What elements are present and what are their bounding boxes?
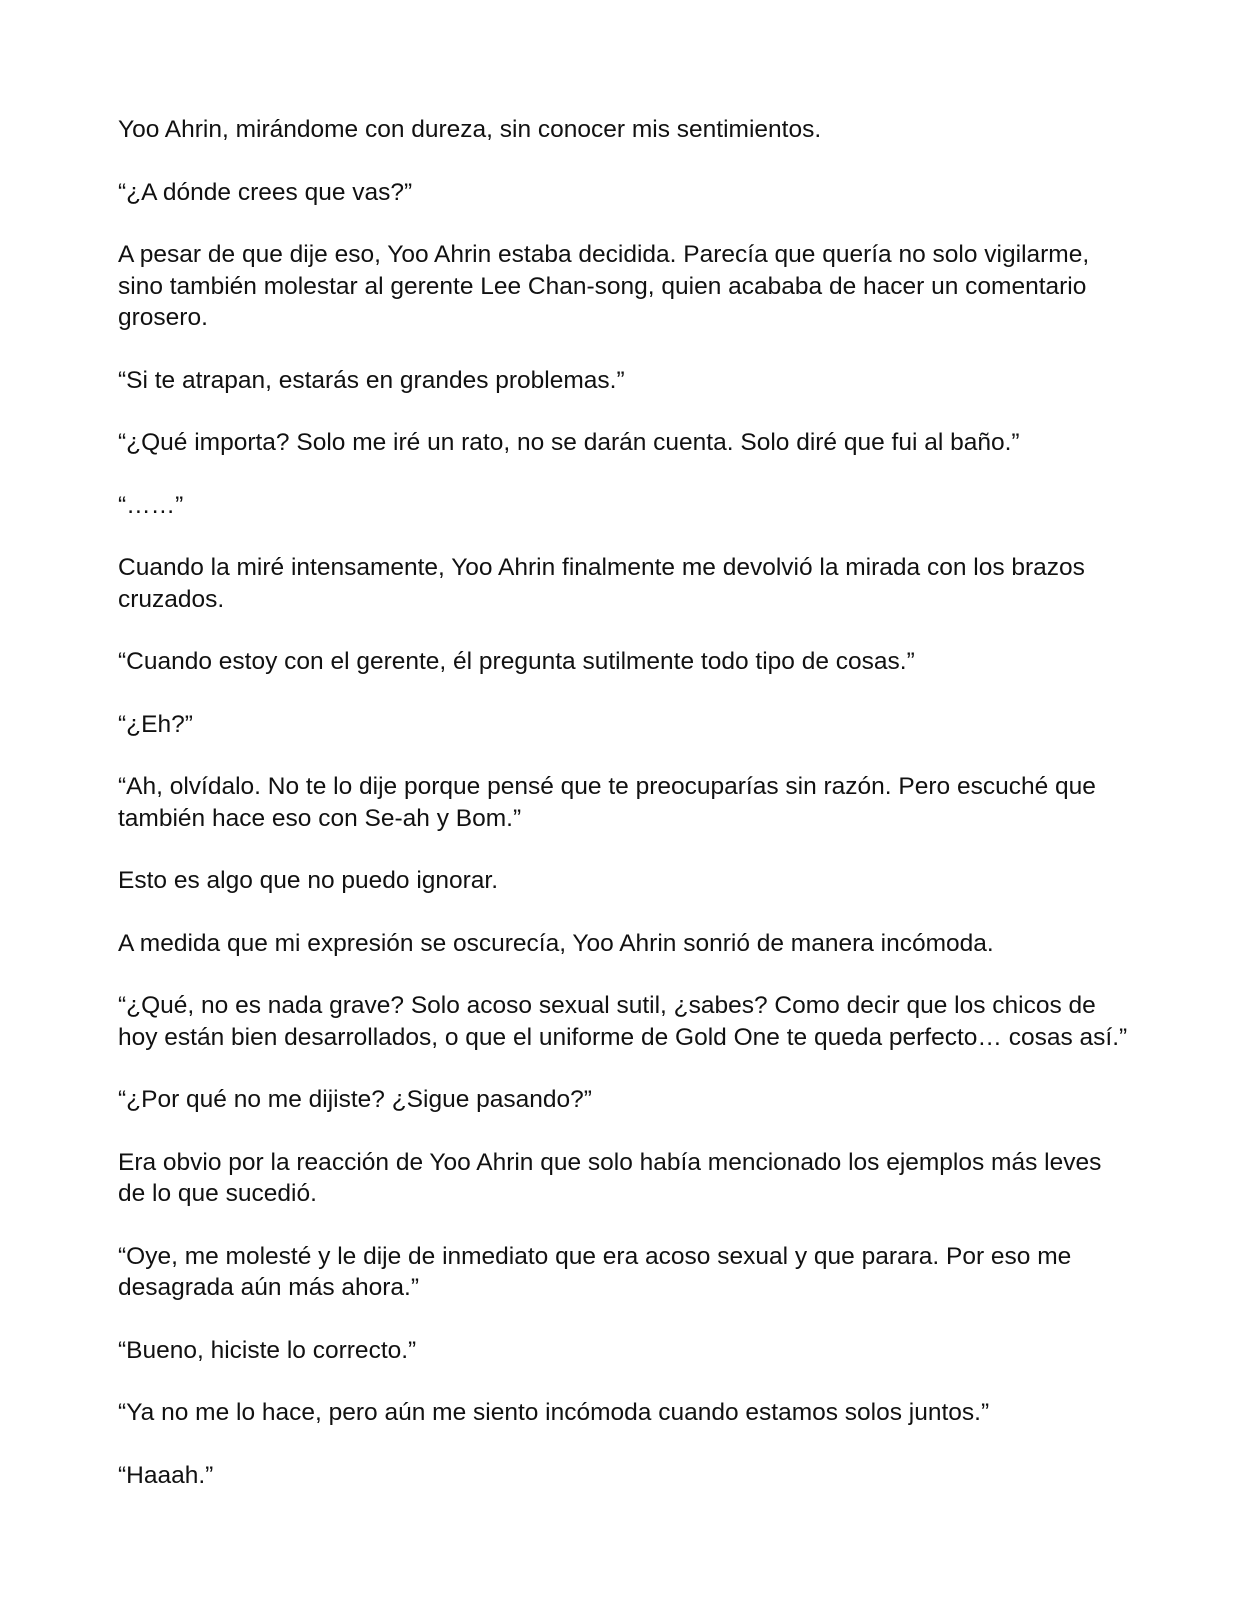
paragraph-7: Cuando la miré intensamente, Yoo Ahrin finalmente me devolvió la mirada con los brazos cruzados. xyxy=(118,554,1085,613)
paragraph-5: “¿Qué importa? Solo me iré un rato, no se darán cuenta. Solo diré que fui al baño.” xyxy=(118,429,1020,456)
paragraph-18: “Ya no me lo hace, pero aún me siento incómoda cuando estamos solos juntos.” xyxy=(118,1399,990,1426)
paragraph-13: “¿Qué, no es nada grave? Solo acoso sexual sutil, ¿sabes? Como decir que los chicos de hoy están bien desarrollados, o que el uniforme de Gold One te queda perfecto… cosas así.” xyxy=(118,992,1128,1051)
paragraph-11: Esto es algo que no puedo ignorar. xyxy=(118,867,499,894)
document-body xyxy=(118,114,1128,1522)
paragraph-6: “……” xyxy=(118,491,184,519)
paragraph-19: “Haaah.” xyxy=(118,1461,214,1489)
paragraph-1: Yoo Ahrin, mirándome con dureza, sin conocer mis sentimientos. xyxy=(118,116,822,143)
paragraph-16: “Oye, me molesté y le dije de inmediato que era acoso sexual y que parara. Por eso me desagrada aún más ahora.” xyxy=(118,1242,1072,1301)
paragraph-9: “¿Eh?” xyxy=(118,710,193,738)
paragraph-10: “Ah, olvídalo. No te lo dije porque pensé que te preocuparías sin razón. Pero escuché que también hace eso con Se-ah y Bom.” xyxy=(118,773,1096,832)
paragraph-15: Era obvio por la reacción de Yoo Ahrin que solo había mencionado los ejemplos más leves de lo que sucedió. xyxy=(118,1148,1102,1207)
paragraph-14: “¿Por qué no me dijiste? ¿Sigue pasando?” xyxy=(118,1086,592,1113)
paragraph-2: “¿A dónde crees que vas?” xyxy=(118,178,413,206)
paragraph-17: “Bueno, hiciste lo correcto.” xyxy=(118,1336,417,1364)
paragraph-8: “Cuando estoy con el gerente, él pregunta sutilmente todo tipo de cosas.” xyxy=(118,648,915,675)
paragraph-4: “Si te atrapan, estarás en grandes problemas.” xyxy=(118,366,625,394)
paragraph-12: A medida que mi expresión se oscurecía, Yoo Ahrin sonrió de manera incómoda. xyxy=(118,929,994,957)
paragraph-3: A pesar de que dije eso, Yoo Ahrin estaba decidida. Parecía que quería no solo vigilarme, sino también molestar al gerente Lee Chan-song, quien acababa de hacer un comentario grosero. xyxy=(118,241,1090,331)
